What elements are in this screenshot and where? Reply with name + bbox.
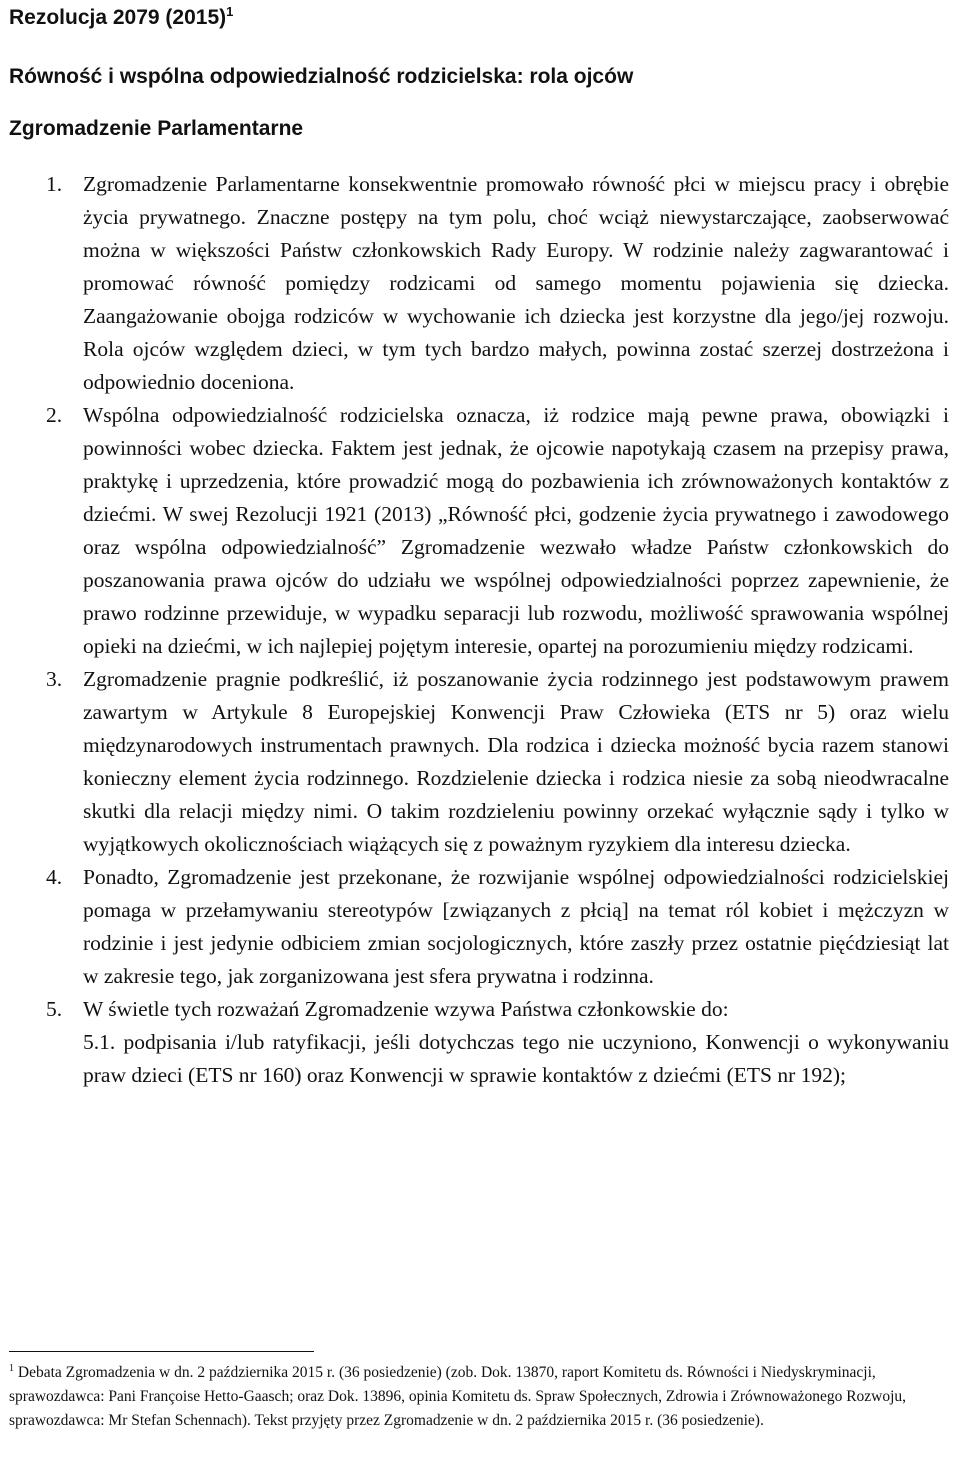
paragraph-number: 4. xyxy=(46,865,63,889)
footnote-marker: 1 xyxy=(9,1362,14,1374)
document-subtitle: Równość i wspólna odpowiedzialność rodzicielska: rola ojców xyxy=(9,65,634,88)
resolution-body xyxy=(0,168,960,1092)
paragraph-text: W świetle tych rozważań Zgromadzenie wzywa Państwa członkowskie do: xyxy=(83,997,729,1021)
paragraph-text: Zgromadzenie Parlamentarne konsekwentnie promowało równość płci w miejscu pracy i obrębie życia prywatnego. Znaczne postępy na tym polu, choć wciąż niewystarczające, zaobserwować można w większości Państw członkowskich Rady Europy. W rodzinie należy zagwarantować i promować równość pomiędzy rodzicami od samego momentu pojawienia się dziecka. Zaangażowanie obojga rodziców w wychowanie ich dziecka jest korzystne dla jego/jej rozwoju. Rola ojców względem dzieci, w tym tych bardzo małych, powinna zostać szerzej dostrzeżona i odpowiednio doceniona. xyxy=(83,172,949,394)
paragraph-4 xyxy=(0,861,960,993)
paragraph-number: 3. xyxy=(46,667,63,691)
document-title xyxy=(9,6,233,30)
footnote-separator xyxy=(9,1351,314,1352)
paragraph-2 xyxy=(0,399,960,663)
paragraph-text: Zgromadzenie pragnie podkreślić, iż poszanowanie życia rodzinnego jest podstawowym prawem zawartym w Artykule 8 Europejskiej Konwencji Praw Człowieka (ETS nr 5) oraz wielu międzynarodowych instrumentach prawnych. Dla rodzica i dziecka możność bycia razem stanowi konieczny element życia rodzinnego. Rozdzielenie dziecka i rodzica niesie za sobą nieodwracalne skutki dla relacji między nimi. O takim rozdzieleniu powinny orzekać wyłącznie sądy i tylko w wyjątkowych okolicznościach wiążących się z poważnym ryzykiem dla interesu dziecka. xyxy=(83,667,949,856)
paragraph-text: Wspólna odpowiedzialność rodzicielska oznacza, iż rodzice mają pewne prawa, obowiązki i powinności wobec dziecka. Faktem jest jednak, że ojcowie napotykają czasem na przepisy prawa, praktykę i uprzedzenia, które prowadzić mogą do pozbawienia ich zrównoważonych kontaktów z dziećmi. W swej Rezolucji 1921 (2013) „Równość płci, godzenie życia prywatnego i zawodowego oraz wspólna odpowiedzialność” Zgromadzenie wezwało władze Państw członkowskich do poszanowania prawa ojców do udziału we wspólnej odpowiedzialności poprzez zapewnienie, że prawo rodzinne przewiduje, w wypadku separacji lub rozwodu, możliwość sprawowania wspólnej opieki na dziećmi, w ich najlepiej pojętym interesie, opartej na porozumieniu między rodzicami. xyxy=(83,403,949,658)
footnote xyxy=(9,1361,944,1433)
document-title-text: Rezolucja 2079 (2015) xyxy=(9,6,227,29)
footnote-reference: 1 xyxy=(226,4,234,19)
paragraph-1 xyxy=(0,168,960,399)
paragraph-5 xyxy=(0,993,960,1026)
issuing-body: Zgromadzenie Parlamentarne xyxy=(9,117,304,140)
footnote-text: Debata Zgromadzenia w dn. 2 października 2015 r. (36 posiedzenie) (zob. Dok. 13870, raport Komitetu ds. Równości i Niedyskryminacji, sprawozdawca: Pani Françoise Hetto-Gaasch; oraz Dok. 13896, opinia Komitetu ds. Spraw Społecznych, Zdrowia i Zrównoważonego Rozwoju, sprawozdawca: Mr Stefan Schennach). Tekst przyjęty przez Zgromadzenie w dn. 2 października 2015 r. (36 posiedzenie). xyxy=(9,1364,907,1429)
paragraph-number: 1. xyxy=(46,172,63,196)
paragraph-text: Ponadto, Zgromadzenie jest przekonane, że rozwijanie wspólnej odpowiedzialności rodzicielskiej pomaga w przełamywaniu stereotypów [związanych z płcią] na temat ról kobiet i mężczyzn w rodzinie i jest jedynie odbiciem zmian socjologicznych, które zaszły przez ostatnie pięćdziesiąt lat w zakresie tego, jak zorganizowana jest sfera prywatna i rodzinna. xyxy=(83,865,949,988)
sub-paragraph-5-1: 5.1. podpisania i/lub ratyfikacji, jeśli dotychczas tego nie uczyniono, Konwencji o wykonywaniu praw dzieci (ETS nr 160) oraz Konwencji w sprawie kontaktów z dziećmi (ETS nr 192); xyxy=(83,1030,949,1087)
paragraph-number: 2. xyxy=(46,403,63,427)
paragraph-3 xyxy=(0,663,960,861)
paragraph-number: 5. xyxy=(46,997,63,1021)
